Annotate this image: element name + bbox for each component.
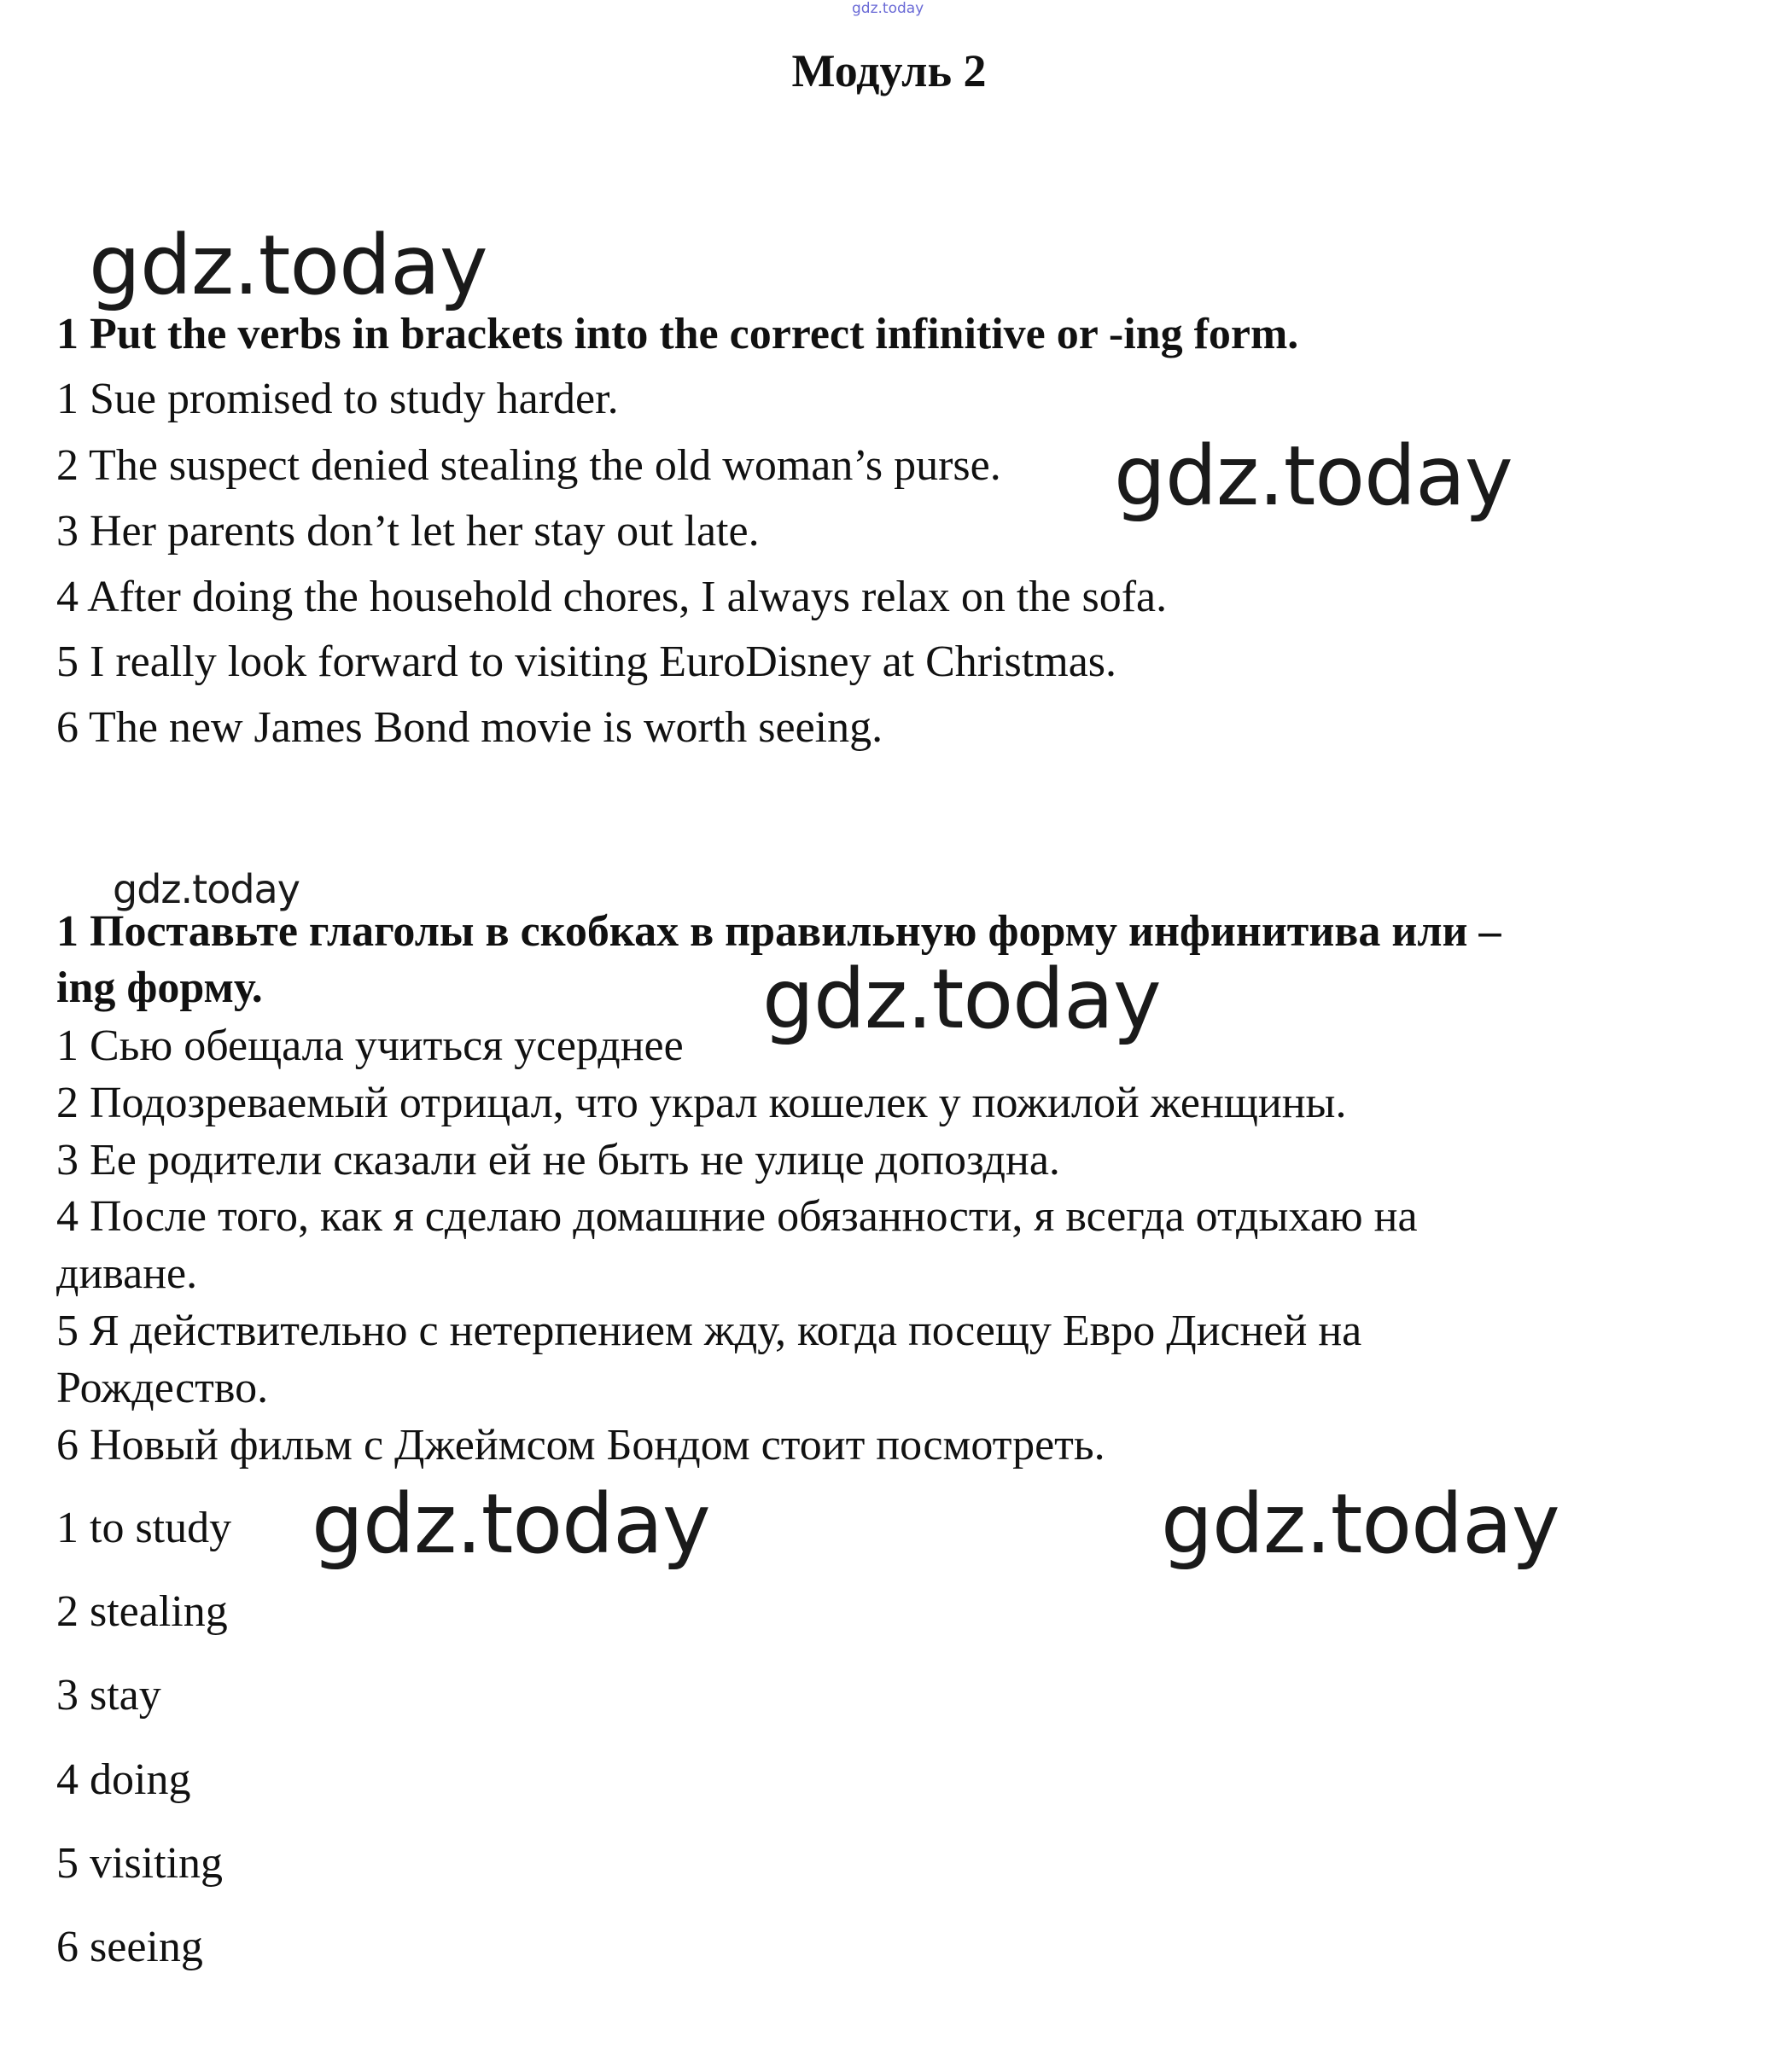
- exercise-en-line: 4 After doing the household chores, I always relax on the sofa.: [56, 573, 1168, 621]
- exercise-en-line: 2 The suspect denied stealing the old woman’s purse.: [56, 441, 1001, 490]
- answer-item: 2 stealing: [56, 1587, 228, 1636]
- exercise-ru-line: 4 После того, как я сделаю домашние обязанности, я всегда отдыхаю на: [56, 1192, 1418, 1241]
- exercise-ru-line: 1 Сью обещала учиться усерднее: [56, 1021, 684, 1070]
- exercise-en-line: 6 The new James Bond movie is worth seeing.: [56, 703, 883, 752]
- exercise-ru-line: диване.: [56, 1249, 198, 1298]
- watermark-1: gdz.today: [89, 218, 487, 313]
- exercise-ru-line: 3 Ее родители сказали ей не быть не улице допоздна.: [56, 1136, 1060, 1184]
- watermark-3: gdz.today: [113, 866, 300, 912]
- answer-item: 3 stay: [56, 1671, 161, 1720]
- exercise-ru-line: Рождество.: [56, 1364, 269, 1412]
- exercise-ru-line: 6 Новый фильм с Джеймсом Бондом стоит посмотреть.: [56, 1421, 1105, 1470]
- exercise-ru-heading-1: 1 Поставьте глаголы в скобках в правильную форму инфинитива или –: [56, 907, 1501, 956]
- exercise-en-line: 1 Sue promised to study harder.: [56, 375, 619, 423]
- answer-item: 1 to study: [56, 1504, 232, 1552]
- answer-item: 5 visiting: [56, 1839, 224, 1888]
- watermark-top: gdz.today: [852, 0, 924, 17]
- exercise-en-line: 5 I really look forward to visiting EuroDisney at Christmas.: [56, 637, 1117, 686]
- page-title: Модуль 2: [791, 45, 987, 96]
- exercise-en-line: 3 Her parents don’t let her stay out late.: [56, 507, 760, 556]
- exercise-ru-heading-2: ing форму.: [56, 963, 263, 1012]
- exercise-ru-line: 2 Подозреваемый отрицал, что украл кошелек у пожилой женщины.: [56, 1079, 1347, 1127]
- watermark-5: gdz.today: [312, 1476, 710, 1572]
- exercise-en-heading: 1 Put the verbs in brackets into the correct infinitive or -ing form.: [56, 310, 1299, 358]
- answer-item: 4 doing: [56, 1755, 191, 1804]
- watermark-2: gdz.today: [1114, 428, 1513, 524]
- watermark-4: gdz.today: [762, 952, 1161, 1047]
- answer-item: 6 seeing: [56, 1923, 203, 1971]
- watermark-6: gdz.today: [1161, 1476, 1559, 1572]
- exercise-ru-line: 5 Я действительно с нетерпением жду, когда посещу Евро Дисней на: [56, 1307, 1362, 1355]
